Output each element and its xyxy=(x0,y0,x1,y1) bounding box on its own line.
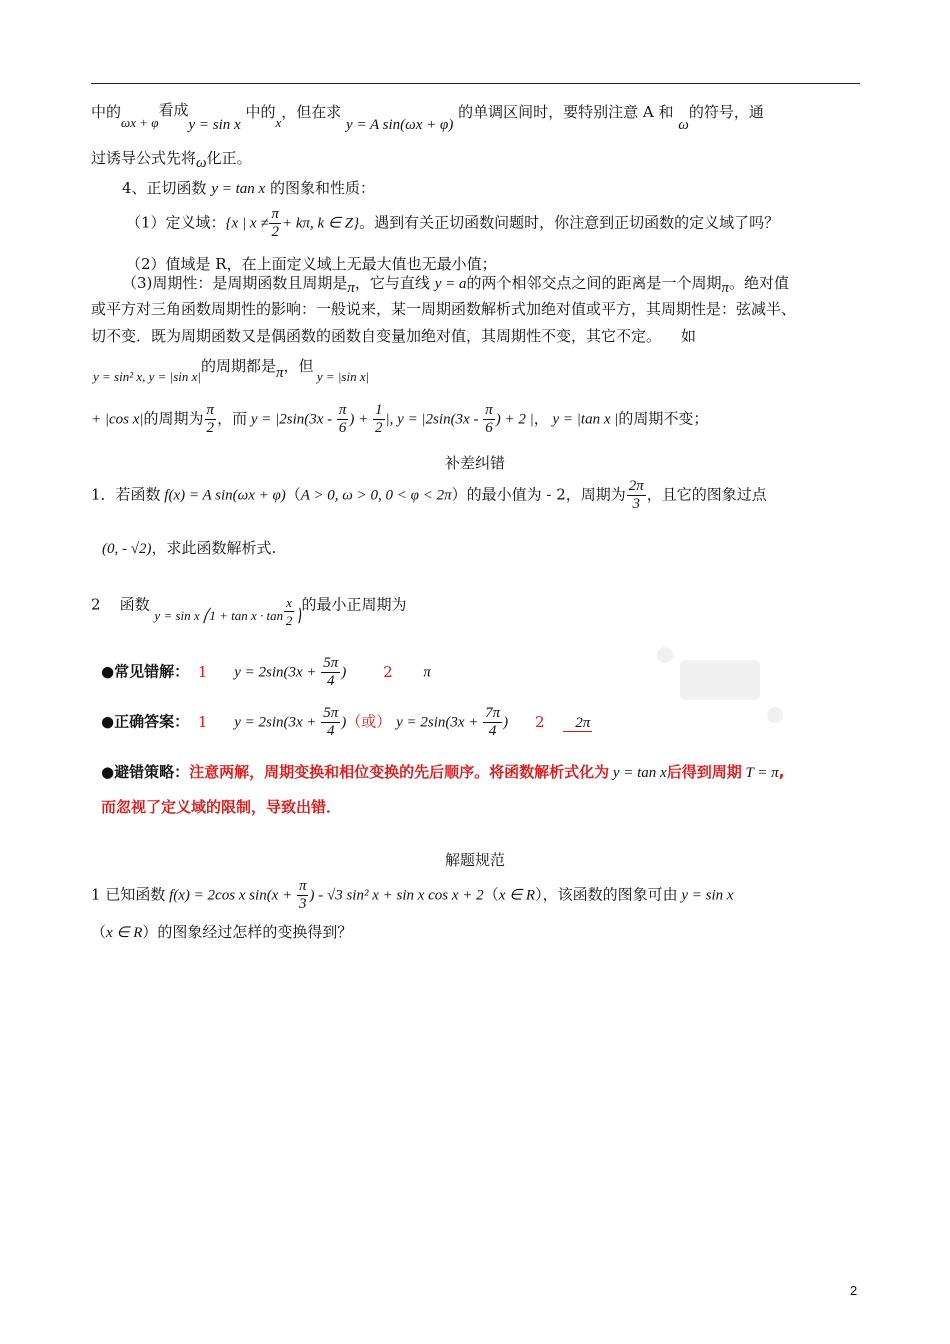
text-line-1: 中的ωx + φ看成y = sin x 中的x，但在求 y = A sin(ωx + φ) 的单调区间时，要特别注意 A 和 ω的符号，通 xyxy=(91,101,764,133)
text: 后得到周期 xyxy=(666,763,742,781)
page-number: 2 xyxy=(850,1283,858,1298)
fraction: $\frac{1}{2}$ xyxy=(375,402,383,436)
text: ，而 xyxy=(217,409,248,428)
answer-number: 1 xyxy=(197,712,208,731)
fraction: $\frac{\pi}{2}$ xyxy=(271,206,279,240)
text: 中的 xyxy=(91,103,122,121)
strategy-line-1: ●避错策略：注意两解，周期变换和相位变换的先后顺序。将函数解析式化为 y = tan x后得到周期 T = π, xyxy=(101,763,785,781)
fraction: $\frac{5\pi}{4}$ xyxy=(323,705,339,739)
question-number: 2 xyxy=(91,595,101,614)
text: （3)周期性：是周期函数且周期是 xyxy=(122,274,348,292)
text-line-7: 或平方对三角函数周期性的影响：一般说来，某一周期函数解析式加绝对值或平方，其周期性是：弦减半、 xyxy=(91,300,797,318)
text: （1）定义域： xyxy=(126,213,226,232)
text: 4、正切函数 xyxy=(122,179,207,197)
text-line-10: + |cos x|的周期为 $\frac{\pi}{2}$ ，而 y = |2sin(3x - $\frac{\pi}{6}$ ) + $\frac{1}{2}$ |, y = |2sin(3x - $\frac{\pi}{6}$ ) + 2 |， y = |tan x |的周期不变； xyxy=(91,402,709,436)
text: 函数 xyxy=(119,595,150,614)
text: 的周期为 xyxy=(143,409,204,428)
text: 过诱导公式先将 xyxy=(91,149,197,167)
text: 注意两解，周期变换和相位变换的先后顺序。将函数解析式化为 xyxy=(189,763,610,781)
text-line-8 xyxy=(91,326,696,346)
text: 切不变．既为周期函数又是偶函数的函数自变量加绝对值，其周期性不变，其它不定。 xyxy=(91,327,662,345)
text: 的最小正周期为 xyxy=(301,595,407,614)
question-1-line-1: 1．若函数 f(x) = A sin(ωx + φ)（A > 0, ω > 0, 0 < φ < 2π）的最小值为 - 2，周期为 $\frac{2\pi}{3}$ ，且它的图象过点 xyxy=(91,478,767,512)
label: ●避错策略： xyxy=(101,763,190,781)
fraction: $\frac{\pi}{3}$ xyxy=(298,878,307,912)
text: （ xyxy=(91,923,107,941)
text: 已知函数 xyxy=(105,885,166,904)
label: ●正确答案： xyxy=(101,712,190,731)
text: 1．若函数 xyxy=(91,485,161,504)
text: 。遇到有关正切函数问题时，你注意到正切函数的定义域了吗？ xyxy=(359,213,780,232)
text: 的周期不变； xyxy=(618,409,709,428)
text: ，且它的图象过点 xyxy=(646,485,767,504)
fraction: $\frac{\pi}{2}$ xyxy=(206,402,215,436)
header-rule xyxy=(91,83,860,84)
fraction: $\frac{2\pi}{3}$ xyxy=(628,478,644,512)
answer-number: 2 xyxy=(383,662,393,681)
text: ，但在求 xyxy=(281,103,342,121)
text-line-4: （1）定义域：{x | x ≠ $\frac{\pi}{2}$ + kπ, k ∈ Z}。遇到有关正切函数问题时，你注意到正切函数的定义域了吗？ xyxy=(126,206,780,240)
text: ）的图象经过怎样的变换得到？ xyxy=(142,923,353,941)
text: 如 xyxy=(681,327,697,345)
question-2: 2 函数 y = sin x ⎛1 + tan x · tan $\frac{x}{2}$ ⎞的最小正周期为 xyxy=(91,595,407,628)
correct-answer: ●正确答案： 1 y = 2sin(3x + $\frac{5\pi}{4}$ )（或） y = 2sin(3x + $\frac{7\pi}{4}$ ) 2 2π xyxy=(101,705,591,739)
question-number: 1 xyxy=(91,885,101,904)
text: 。绝对值 xyxy=(729,274,790,292)
text: ），该函数的图象可由 xyxy=(535,885,678,904)
strategy-line-2: 而忽视了定义域的限制，导致出错． xyxy=(101,798,342,816)
text: 看成 xyxy=(158,101,189,119)
text: 的周期都是 xyxy=(201,357,277,375)
text: ）的最小值为 - 2，周期为 xyxy=(451,485,626,504)
section-title-1: 补差纠错 xyxy=(444,454,505,472)
fraction: $\frac{\pi}{6}$ xyxy=(485,402,493,436)
text: ，求此函数解析式. xyxy=(151,539,277,557)
text-line-5: （2）值域是 R，在上面定义域上无最大值也无最小值； xyxy=(126,255,497,273)
text: 化正。 xyxy=(206,149,252,167)
text-line-6: （3)周期性：是周期函数且周期是π，它与直线 y = a的两个相邻交点之间的距离是一个周期π。绝对值 xyxy=(122,274,790,296)
section-title-2: 解题规范 xyxy=(444,851,505,869)
text: ，但 xyxy=(283,357,314,375)
text-line-3: 4、正切函数 y = tan x 的图象和性质： xyxy=(122,179,375,197)
question-1-line-2: (0, - √2)，求此函数解析式. xyxy=(102,539,277,557)
text-line-9: y = sin² x, y = |sin x|的周期都是π，但 y = |sin x| xyxy=(93,357,370,384)
question-3-line-1: 1 已知函数 f(x) = 2cos x sin(x + $\frac{\pi}{3}$ ) - √3 sin² x + sin x cos x + 2（x ∈ R），该函数的图象可由 y = sin x xyxy=(91,878,734,912)
fraction: $\frac{x}{2}$ xyxy=(285,595,293,628)
text: 的两个相邻交点之间的距离是一个周期 xyxy=(466,274,722,292)
fraction: $\frac{5\pi}{4}$ xyxy=(323,655,339,689)
common-error: ●常见错解： 1 y = 2sin(3x + $\frac{5\pi}{4}$ ) 2 π xyxy=(101,655,431,689)
watermark-logo xyxy=(650,640,790,730)
text: （ xyxy=(285,485,301,504)
text: 的符号，通 xyxy=(688,103,764,121)
answer-number: 2 xyxy=(534,712,545,731)
text: ， xyxy=(533,409,549,428)
text: 的图象和性质： xyxy=(269,179,375,197)
or-text: （或） xyxy=(346,712,392,731)
fraction: $\frac{7\pi}{4}$ xyxy=(485,705,501,739)
answer-number: 1 xyxy=(197,662,208,681)
text-line-2: 过诱导公式先将ω化正。 xyxy=(91,149,252,171)
question-3-line-2: （x ∈ R）的图象经过怎样的变换得到？ xyxy=(91,923,353,941)
text: ，它与直线 xyxy=(354,274,430,292)
text: 中的 xyxy=(245,103,276,121)
fraction: $\frac{\pi}{6}$ xyxy=(338,402,347,436)
label: ●常见错解： xyxy=(101,662,190,681)
text: 的单调区间时，要特别注意 A 和 xyxy=(458,103,674,121)
text: （ xyxy=(483,885,499,904)
